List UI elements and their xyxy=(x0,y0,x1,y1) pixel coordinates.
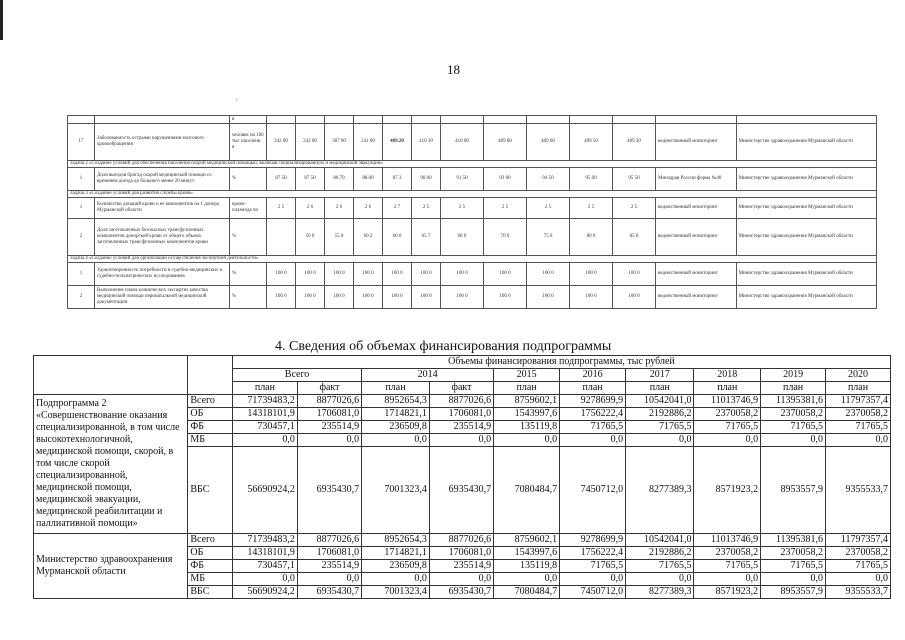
subheader: план xyxy=(494,382,560,395)
amount-cell: 7450712,0 xyxy=(560,586,626,599)
table-cell: 2 5 xyxy=(484,198,527,219)
table-cell: 60 0 xyxy=(383,219,412,256)
table-cell: 2 5 xyxy=(613,198,656,219)
amount-cell: 8952654,3 xyxy=(362,534,430,547)
year-header: 2018 xyxy=(694,369,761,382)
table-cell: 2 5 xyxy=(527,198,570,219)
table-cell: 409 60 xyxy=(527,124,570,161)
task-heading: Задача 4 «Создание условий для организации осуществления экспертной деятельности» xyxy=(68,256,877,263)
funding-source: ОБ xyxy=(188,408,233,421)
table-cell: % xyxy=(230,219,267,256)
table-cell: 409 50 xyxy=(570,124,613,161)
amount-cell: 8877026,6 xyxy=(297,534,361,547)
table-cell: % xyxy=(230,168,267,191)
table-cell: 100 0 xyxy=(441,263,484,286)
amount-cell: 11395381,6 xyxy=(761,395,826,408)
amount-cell: 7080484,7 xyxy=(494,447,560,534)
funding-source: ФБ xyxy=(188,560,233,573)
table-cell: Доля выездов бригад скорой медицинской помощи со временем доезда до больного менее 20 минут xyxy=(95,168,230,191)
year-header: 2014 xyxy=(362,369,494,382)
amount-cell: 71739483,2 xyxy=(232,395,297,408)
table-cell: человек на 100 тыс населени я xyxy=(230,124,267,161)
table-row xyxy=(34,395,891,408)
table-cell: 100 0 xyxy=(441,286,484,309)
amount-cell: 0,0 xyxy=(761,434,826,447)
amount-cell: 0,0 xyxy=(362,434,430,447)
table-cell: 409 80 xyxy=(484,124,527,161)
table-cell: 55 0 xyxy=(325,219,354,256)
table-cell: 100 0 xyxy=(354,263,383,286)
amount-cell: 1543997,6 xyxy=(494,408,560,421)
table-cell: 85 0 xyxy=(613,219,656,256)
amount-cell: 0,0 xyxy=(626,573,694,586)
scan-dot: ' xyxy=(236,97,238,107)
table-cell: 100 0 xyxy=(267,263,296,286)
amount-cell: 2192886,2 xyxy=(626,408,694,421)
table-cell: 86 70 xyxy=(325,168,354,191)
table-cell: 387 90 xyxy=(325,124,354,161)
table-cell: 2 5 xyxy=(412,198,441,219)
table-cell: % xyxy=(230,263,267,286)
table-cell xyxy=(412,116,441,124)
year-header: 2020 xyxy=(826,369,891,382)
header-row xyxy=(34,356,891,369)
table-cell: 2 5 xyxy=(441,198,484,219)
table-cell: 90 00 xyxy=(412,168,441,191)
amount-cell: 0,0 xyxy=(560,434,626,447)
table-cell: 100 0 xyxy=(325,286,354,309)
amount-cell: 0,0 xyxy=(232,434,297,447)
amount-cell: 1706081,0 xyxy=(297,547,361,560)
table-row xyxy=(68,286,877,309)
amount-cell: 71765,5 xyxy=(694,421,761,434)
program-label: Подпрограмма 2 «Совершенствование оказания специализированной, в том числе высокотехнологичной, медицинской помощи, скорой, в том числе скорой специализированной, медицинской помощи, медицинской эвакуации, медицинской реабилитации и паллиативной помощи» xyxy=(34,395,188,534)
table-cell: 95 50 xyxy=(613,168,656,191)
table-cell xyxy=(267,219,296,256)
table-cell xyxy=(325,116,354,124)
indicators-table xyxy=(67,115,877,309)
table-cell: 91 50 xyxy=(441,168,484,191)
amount-cell: 8571923,2 xyxy=(694,447,761,534)
amount-cell: 56690924,2 xyxy=(232,586,297,599)
amount-cell: 6935430,7 xyxy=(297,586,361,599)
table-cell: 409 30 xyxy=(613,124,656,161)
task-heading: Задача 3 «Создание условий для развития службы крови» xyxy=(68,191,877,198)
table-cell: Министерство здравоохранения Мурманской области xyxy=(736,124,876,161)
amount-cell: 8759602,1 xyxy=(494,395,560,408)
table-cell: 88.00 xyxy=(354,168,383,191)
table-cell: 75 0 xyxy=(527,219,570,256)
table-cell: 100 0 xyxy=(570,263,613,286)
amount-cell: 730457,1 xyxy=(232,421,297,434)
amount-cell: 8877026,6 xyxy=(297,395,361,408)
amount-cell: 8277389,3 xyxy=(626,447,694,534)
table-cell: 1 xyxy=(68,168,95,191)
amount-cell: 1706081,0 xyxy=(297,408,361,421)
table-cell: 2 5 xyxy=(570,198,613,219)
task-heading: Задача 2 «Создание условий для обеспечения населения скорой медицинской помощью, включая специализированную и медицинской эвакуации» xyxy=(68,161,877,168)
page-number: 18 xyxy=(447,62,460,77)
table-cell: Минздрав России форма №40 xyxy=(656,168,737,191)
amount-cell: 0,0 xyxy=(826,573,891,586)
table-cell xyxy=(736,116,876,124)
table-cell: 95 00 xyxy=(570,168,613,191)
table-cell: 100 0 xyxy=(613,286,656,309)
table-cell: крово-плазмода чи xyxy=(230,198,267,219)
table-row xyxy=(68,161,877,168)
table-cell: 100 0 xyxy=(383,263,412,286)
amount-cell: 235514,9 xyxy=(429,560,493,573)
year-header: Всего xyxy=(232,369,361,382)
table-cell: 100 0 xyxy=(484,286,527,309)
table-cell: Министерство здравоохранения Мурманской области xyxy=(736,219,876,256)
amount-cell: 0,0 xyxy=(362,573,430,586)
amount-cell: 8953557,9 xyxy=(761,447,826,534)
financing-table xyxy=(33,355,891,599)
table-cell: 100 0 xyxy=(412,263,441,286)
amount-cell: 71765,5 xyxy=(761,421,826,434)
amount-cell: 0,0 xyxy=(826,434,891,447)
amount-cell: 1756222,4 xyxy=(560,547,626,560)
table-cell: 70 0 xyxy=(484,219,527,256)
table-cell: 242 00 xyxy=(296,124,325,161)
table-row xyxy=(34,534,891,547)
amount-cell: 1756222,4 xyxy=(560,408,626,421)
table-cell: 100 0 xyxy=(354,286,383,309)
table-cell: 87 50 xyxy=(296,168,325,191)
funding-source: МБ xyxy=(188,573,233,586)
amount-cell: 8953557,9 xyxy=(761,586,826,599)
table-cell xyxy=(441,116,484,124)
amount-cell: 9355533,7 xyxy=(826,447,891,534)
amount-cell: 71765,5 xyxy=(626,421,694,434)
amount-cell: 7001323,4 xyxy=(362,447,430,534)
amount-cell: 1706081,0 xyxy=(429,408,493,421)
table-cell: 100 0 xyxy=(412,286,441,309)
amount-cell: 1543997,6 xyxy=(494,547,560,560)
table-cell xyxy=(95,116,230,124)
funding-source: ВБС xyxy=(188,586,233,599)
scan-edge-mark xyxy=(0,0,3,40)
table-cell xyxy=(383,116,412,124)
table-cell: ведомственный мониторинг xyxy=(656,219,737,256)
table-cell: 87 50 xyxy=(267,168,296,191)
table-cell: 68 0 xyxy=(441,219,484,256)
amount-cell: 71765,5 xyxy=(761,560,826,573)
amount-cell: 71765,5 xyxy=(626,560,694,573)
amount-cell: 11797357,4 xyxy=(826,395,891,408)
table-cell: 17 xyxy=(68,124,95,161)
table-cell: 87 3 xyxy=(383,168,412,191)
table-cell: 241 00 xyxy=(354,124,383,161)
amount-cell: 0,0 xyxy=(297,573,361,586)
table-row xyxy=(68,219,877,256)
table-cell: 80 0 xyxy=(570,219,613,256)
funding-source: ОБ xyxy=(188,547,233,560)
table-cell: 100 0 xyxy=(296,263,325,286)
table-cell: в xyxy=(230,116,267,124)
amount-cell: 11013746,9 xyxy=(694,534,761,547)
table-cell: ведомственный мониторинг xyxy=(656,286,737,309)
table-cell xyxy=(267,116,296,124)
amount-cell: 7080484,7 xyxy=(494,586,560,599)
table-cell xyxy=(484,116,527,124)
year-header: 2017 xyxy=(626,369,694,382)
table-cell: Удовлетворенность потребности в судебно-медицинских и судебно-психиатрических исследованиях xyxy=(95,263,230,286)
table-row xyxy=(68,168,877,191)
table-cell xyxy=(656,116,737,124)
year-header: 2016 xyxy=(560,369,626,382)
amount-cell: 0,0 xyxy=(626,434,694,447)
amount-cell: 0,0 xyxy=(429,573,493,586)
amount-cell: 1714821,1 xyxy=(362,408,430,421)
amount-cell: 235514,9 xyxy=(429,421,493,434)
amount-cell: 236509,8 xyxy=(362,560,430,573)
table-cell: 2 6 xyxy=(354,198,383,219)
table-cell xyxy=(68,116,95,124)
table-cell: 100 0 xyxy=(484,263,527,286)
amount-cell: 71765,5 xyxy=(560,560,626,573)
table-cell: 50 0 xyxy=(296,219,325,256)
table-row xyxy=(68,191,877,198)
table-cell: 65 7 xyxy=(412,219,441,256)
subheader: план xyxy=(826,382,891,395)
section-title: 4. Сведения об объемах финансирования подпрограммы xyxy=(275,339,612,354)
header-main: Объемы финансирования подпрограммы, тыс рублей xyxy=(232,356,890,369)
amount-cell: 2370058,2 xyxy=(694,408,761,421)
subheader: план xyxy=(761,382,826,395)
table-cell: 2 xyxy=(68,286,95,309)
table-cell: 1 xyxy=(68,263,95,286)
table-cell: 93 00 xyxy=(484,168,527,191)
amount-cell: 8759602,1 xyxy=(494,534,560,547)
amount-cell: 6935430,7 xyxy=(429,447,493,534)
subheader: факт xyxy=(297,382,361,395)
amount-cell: 71765,5 xyxy=(826,421,891,434)
funding-source: МБ xyxy=(188,434,233,447)
table-row xyxy=(68,198,877,219)
funding-source: Всего xyxy=(188,534,233,547)
table-cell: Министерство здравоохранения Мурманской области xyxy=(736,198,876,219)
table-cell: 100 0 xyxy=(383,286,412,309)
amount-cell: 236509,8 xyxy=(362,421,430,434)
subheader: план xyxy=(694,382,761,395)
table-cell: 2 6 xyxy=(296,198,325,219)
subheader: план xyxy=(560,382,626,395)
year-header: 2019 xyxy=(761,369,826,382)
table-cell: 100 0 xyxy=(527,263,570,286)
amount-cell: 71765,5 xyxy=(826,560,891,573)
funding-source: ФБ xyxy=(188,421,233,434)
amount-cell: 2370058,2 xyxy=(694,547,761,560)
subheader: план xyxy=(232,382,297,395)
table-row xyxy=(68,256,877,263)
funding-source: ВБС xyxy=(188,447,233,534)
table-cell: ведомственный мониторинг xyxy=(656,198,737,219)
table-row xyxy=(68,263,877,286)
amount-cell: 2370058,2 xyxy=(761,547,826,560)
amount-cell: 56690924,2 xyxy=(232,447,297,534)
table-row xyxy=(68,116,877,124)
table-cell: 2 5 xyxy=(267,198,296,219)
table-cell: 100 0 xyxy=(613,263,656,286)
amount-cell: 71739483,2 xyxy=(232,534,297,547)
amount-cell: 0,0 xyxy=(494,434,560,447)
amount-cell: 8571923,2 xyxy=(694,586,761,599)
header-empty xyxy=(34,356,188,395)
amount-cell: 11013746,9 xyxy=(694,395,761,408)
table-cell: 94 50 xyxy=(527,168,570,191)
amount-cell: 9278699,9 xyxy=(560,395,626,408)
table-cell: Количество донаций крови и ее компонентов на 1 донора Мурманской области xyxy=(95,198,230,219)
amount-cell: 0,0 xyxy=(494,573,560,586)
table-cell: 100 0 xyxy=(527,286,570,309)
amount-cell: 1706081,0 xyxy=(429,547,493,560)
table-cell: Выполнение плана клинических экспертиз качества медицинской помощи перинатальной медицинской документации xyxy=(95,286,230,309)
amount-cell: 8952654,3 xyxy=(362,395,430,408)
table-cell: Министерство здравоохранения Мурманской области xyxy=(736,286,876,309)
amount-cell: 10542041,0 xyxy=(626,395,694,408)
amount-cell: 11395381,6 xyxy=(761,534,826,547)
table-cell: 100 0 xyxy=(325,263,354,286)
table-cell: 410 30 xyxy=(412,124,441,161)
amount-cell: 14318101,9 xyxy=(232,547,297,560)
amount-cell: 9355533,7 xyxy=(826,586,891,599)
amount-cell: 10542041,0 xyxy=(626,534,694,547)
amount-cell: 8877026,6 xyxy=(429,534,493,547)
table-cell xyxy=(613,116,656,124)
table-cell xyxy=(296,116,325,124)
amount-cell: 8277389,3 xyxy=(626,586,694,599)
amount-cell: 0,0 xyxy=(232,573,297,586)
amount-cell: 0,0 xyxy=(761,573,826,586)
subheader: план xyxy=(362,382,430,395)
amount-cell: 0,0 xyxy=(429,434,493,447)
subheader: факт xyxy=(429,382,493,395)
table-cell: 2 xyxy=(68,219,95,256)
amount-cell: 6935430,7 xyxy=(429,586,493,599)
funding-source: Всего xyxy=(188,395,233,408)
table-cell: 100 0 xyxy=(296,286,325,309)
amount-cell: 9278699,9 xyxy=(560,534,626,547)
table-cell: ведомственный мониторинг xyxy=(656,124,737,161)
amount-cell: 71765,5 xyxy=(560,421,626,434)
table-cell: 410 00 xyxy=(441,124,484,161)
amount-cell: 2192886,2 xyxy=(626,547,694,560)
table-cell: % xyxy=(230,286,267,309)
amount-cell: 1714821,1 xyxy=(362,547,430,560)
table-cell: Заболеваемость острыми нарушениями мозгового кровообращения xyxy=(95,124,230,161)
amount-cell: 2370058,2 xyxy=(826,547,891,560)
year-header: 2015 xyxy=(494,369,560,382)
amount-cell: 8877026,6 xyxy=(429,395,493,408)
table-cell: ведомственный мониторинг xyxy=(656,263,737,286)
amount-cell: 0,0 xyxy=(694,573,761,586)
amount-cell: 7450712,0 xyxy=(560,447,626,534)
table-cell: 409.20 xyxy=(383,124,412,161)
table-cell: 242 00 xyxy=(267,124,296,161)
amount-cell: 2370058,2 xyxy=(826,408,891,421)
header-empty xyxy=(188,356,233,395)
amount-cell: 0,0 xyxy=(297,434,361,447)
amount-cell: 7001323,4 xyxy=(362,586,430,599)
amount-cell: 11797357,4 xyxy=(826,534,891,547)
program-label: Министерство здравоохранения Мурманской области xyxy=(34,534,188,599)
table-cell: 2 6 xyxy=(325,198,354,219)
amount-cell: 0,0 xyxy=(560,573,626,586)
subheader: план xyxy=(626,382,694,395)
table-cell: 100 0 xyxy=(570,286,613,309)
table-cell xyxy=(354,116,383,124)
table-cell: Доля заготовленных безопасных трансфузионных компонентов донорской крови от общего объема заготовленных трансфузионных компонентов крови xyxy=(95,219,230,256)
amount-cell: 235514,9 xyxy=(297,560,361,573)
amount-cell: 730457,1 xyxy=(232,560,297,573)
table-row xyxy=(68,124,877,161)
amount-cell: 6935430,7 xyxy=(297,447,361,534)
amount-cell: 14318101,9 xyxy=(232,408,297,421)
amount-cell: 235514,9 xyxy=(297,421,361,434)
table-cell xyxy=(527,116,570,124)
amount-cell: 2370058,2 xyxy=(761,408,826,421)
table-cell: 1 xyxy=(68,198,95,219)
amount-cell: 0,0 xyxy=(694,434,761,447)
amount-cell: 135119,8 xyxy=(494,421,560,434)
table-cell: Министерство здравоохранения Мурманской области xyxy=(736,168,876,191)
table-cell xyxy=(570,116,613,124)
table-cell: 60 2 xyxy=(354,219,383,256)
amount-cell: 71765,5 xyxy=(694,560,761,573)
table-cell: Министерство здравоохранения Мурманской области xyxy=(736,263,876,286)
amount-cell: 135119,8 xyxy=(494,560,560,573)
table-cell: 100 0 xyxy=(267,286,296,309)
table-cell: 2 7 xyxy=(383,198,412,219)
